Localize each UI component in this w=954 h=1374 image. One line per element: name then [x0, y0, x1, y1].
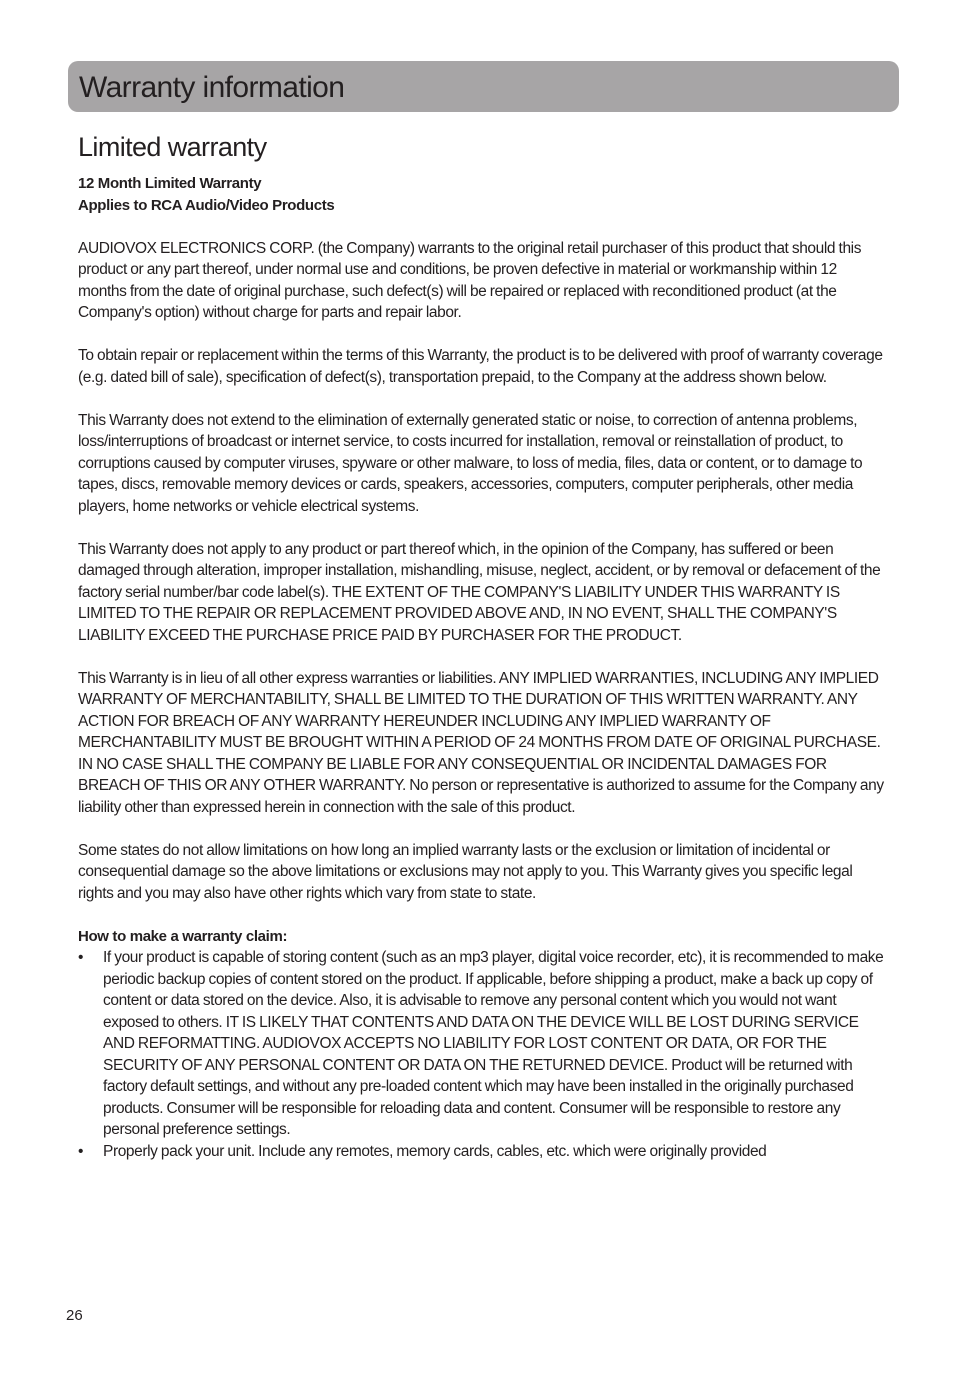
paragraph-exclusions: This Warranty does not extend to the elimination of externally generated static or noise, to correction of antenna problems, loss/interruptions of broadcast or internet service, to costs incurred for installation, removal or reinstallation of product, to corruptions caused by computer viruses, spyware or other malware, to loss of media, files, data or content, or to damage to tapes, discs, removable memory devices or cards, speakers, accessories, computers, computer peripherals, other media players, home networks or vehicle electrical systems.	[78, 411, 863, 515]
paragraph-coverage: AUDIOVOX ELECTRONICS CORP. (the Company) warrants to the original retail purchaser of this product that should this product or any part thereof, under normal use and conditions, be proven defective in material or workmanship within 12 months from the date of original purchase, such defect(s) will be repaired or replaced with reconditioned product (at the Company's option) without charge for parts and repair labor.	[78, 239, 862, 321]
section-title: Limited warranty	[78, 132, 267, 162]
paragraph-obtain-repair: To obtain repair or replacement within the terms of this Warranty, the product is to be delivered with proof of warranty coverage (e.g. dated bill of sale), specification of defect(s), transportation prepaid, to the Company at the address shown below.	[78, 347, 883, 386]
document-body	[78, 127, 884, 1162]
page-title: Warranty information	[79, 71, 345, 104]
list-item	[78, 1141, 884, 1163]
claim-heading: How to make a warranty claim:	[78, 927, 288, 945]
paragraph-state-rights: Some states do not allow limitations on how long an implied warranty lasts or the exclusion or limitation of incidental or consequential damage so the above limitations or exclusions may not apply to you. This Warranty gives you specific legal rights and you may also have other rights which vary from state to state.	[78, 841, 853, 902]
paragraph-implied-warranties: This Warranty is in lieu of all other express warranties or liabilities. ANY IMPLIED WARRANTIES, INCLUDING ANY IMPLIED WARRANTY OF MERCHANTABILITY, SHALL BE LIMITED TO THE DURATION OF THIS WRITTEN WARRANTY. ANY ACTION FOR BREACH OF ANY WARRANTY HEREUNDER INCLUDING ANY IMPLIED WARRANTY OF MERCHANTABILITY MUST BE BROUGHT WITHIN A PERIOD OF 24 MONTHS FROM DATE OF ORIGINAL PURCHASE. IN NO CASE SHALL THE COMPANY BE LIABLE FOR ANY CONSEQUENTIAL OR INCIDENTAL DAMAGES FOR BREACH OF THIS OR ANY OTHER WARRANTY. No person or representative is authorized to assume for the Company any liability other than expressed herein in connection with the sale of this product.	[78, 669, 884, 816]
list-item	[78, 947, 884, 1141]
paragraph-limitations: This Warranty does not apply to any product or part thereof which, in the opinion of the Company, has suffered or been damaged through alteration, improper installation, mishandling, misuse, neglect, accident, or by removal or defacement of the factory serial number/bar code label(s). THE EXTENT OF THE COMPANY'S LIABILITY UNDER THIS WARRANTY IS LIMITED TO THE REPAIR OR REPLACEMENT PROVIDED ABOVE AND, IN NO EVENT, SHALL THE COMPANY'S LIABILITY EXCEED THE PURCHASE PRICE PAID BY PURCHASER FOR THE PRODUCT.	[78, 540, 881, 644]
claim-step-text: Properly pack your unit. Include any remotes, memory cards, cables, etc. which were originally provided	[103, 1142, 767, 1160]
bullet-icon: •	[78, 1142, 84, 1160]
bullet-icon: •	[78, 949, 84, 966]
header-band	[68, 61, 899, 112]
claim-steps-list	[78, 947, 884, 1162]
page-number: 26	[66, 1307, 83, 1324]
warranty-term-subhead: 12 Month Limited Warranty	[78, 175, 262, 192]
claim-step-text: If your product is capable of storing content (such as an mp3 player, digital voice recorder, etc), it is recommended to make periodic backup copies of content stored on the product. If applicable, before shipping a product, make a back up copy of content or data stored on the device. Also, it is advisable to remove any personal content which you would not want exposed to others. IT IS LIKELY THAT CONTENTS AND DATA ON THE DEVICE WILL BE LOST DURING SERVICE AND REFORMATTING. AUDIOVOX ACCEPTS NO LIABILITY FOR LOST CONTENT OR DATA, OR FOR THE SECURITY OF ANY PERSONAL CONTENT OR DATA ON THE RETURNED DEVICE. Product will be returned with factory default settings, and without any pre-loaded content which may have been installed in the originally purchased products. Consumer will be responsible for reloading data and content. Consumer will be responsible to restore any personal preference settings.	[103, 949, 884, 1138]
warranty-scope-subhead: Applies to RCA Audio/Video Products	[78, 196, 335, 214]
